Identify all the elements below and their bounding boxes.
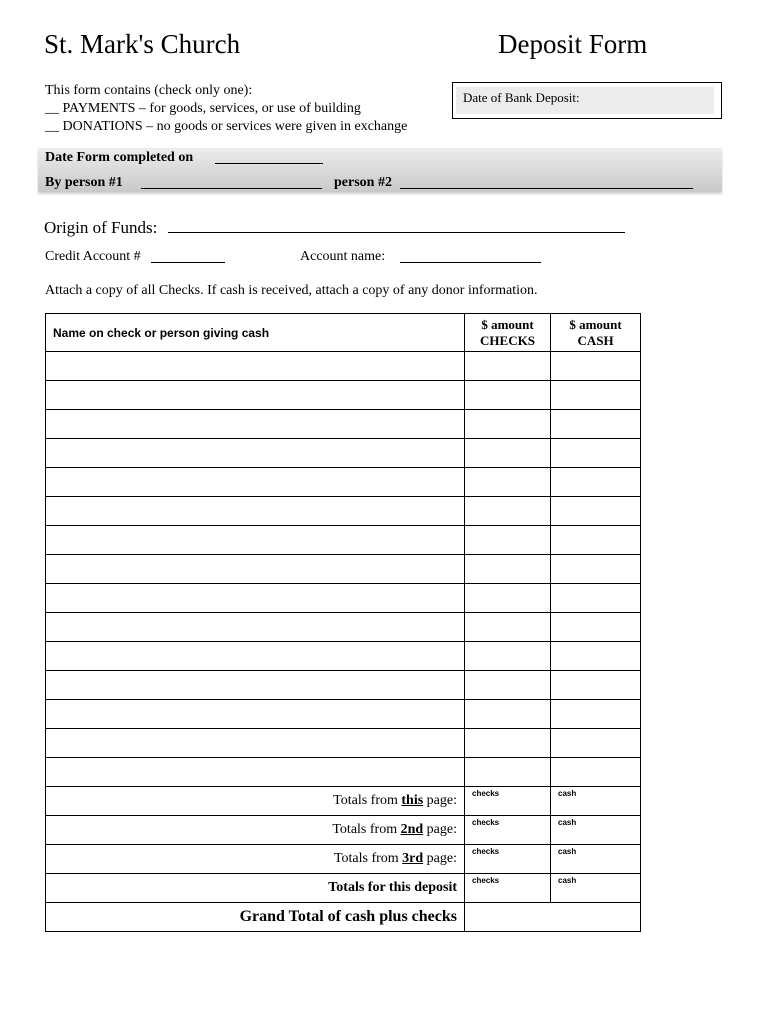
totals-third-page-row bbox=[46, 845, 641, 874]
table-row bbox=[46, 584, 641, 613]
cash-amount-cell[interactable] bbox=[551, 758, 641, 787]
totals-this-page-checks[interactable]: checks bbox=[465, 787, 551, 816]
table-row bbox=[46, 671, 641, 700]
cash-amount-cell[interactable] bbox=[551, 468, 641, 497]
bank-deposit-date-field[interactable] bbox=[456, 87, 714, 114]
grand-total-row bbox=[46, 903, 641, 932]
cash-amount-cell[interactable] bbox=[551, 729, 641, 758]
checks-amount-cell[interactable] bbox=[465, 352, 551, 381]
checks-amount-cell[interactable] bbox=[465, 642, 551, 671]
person2-field[interactable] bbox=[400, 188, 693, 189]
table-row bbox=[46, 555, 641, 584]
totals-this-page-row bbox=[46, 787, 641, 816]
checks-amount-cell[interactable] bbox=[465, 410, 551, 439]
person1-field[interactable] bbox=[141, 188, 322, 189]
grand-total-field[interactable] bbox=[465, 903, 641, 932]
table-row bbox=[46, 439, 641, 468]
name-cell[interactable] bbox=[46, 729, 465, 758]
name-cell[interactable] bbox=[46, 410, 465, 439]
name-cell[interactable] bbox=[46, 468, 465, 497]
credit-account-label: Credit Account # bbox=[45, 249, 141, 264]
cash-amount-cell[interactable] bbox=[551, 700, 641, 729]
payments-option[interactable]: __ PAYMENTS – for goods, services, or use of building bbox=[45, 101, 361, 116]
table-row bbox=[46, 700, 641, 729]
table-row bbox=[46, 352, 641, 381]
date-completed-field[interactable] bbox=[215, 163, 323, 164]
bank-deposit-date-box bbox=[452, 82, 722, 119]
checks-amount-cell[interactable] bbox=[465, 584, 551, 613]
column-header-cash: $ amount CASH bbox=[551, 314, 641, 352]
checks-amount-cell[interactable] bbox=[465, 555, 551, 584]
totals-deposit-label: Totals for this deposit bbox=[46, 874, 465, 903]
checks-amount-cell[interactable] bbox=[465, 758, 551, 787]
totals-second-page-label: Totals from 2nd page: bbox=[46, 816, 465, 845]
checks-amount-cell[interactable] bbox=[465, 439, 551, 468]
cash-amount-cell[interactable] bbox=[551, 613, 641, 642]
grand-total-label: Grand Total of cash plus checks bbox=[46, 903, 465, 932]
cash-amount-cell[interactable] bbox=[551, 555, 641, 584]
table-row bbox=[46, 381, 641, 410]
cash-amount-cell[interactable] bbox=[551, 497, 641, 526]
name-cell[interactable] bbox=[46, 439, 465, 468]
totals-second-page-cash[interactable]: cash bbox=[551, 816, 641, 845]
name-cell[interactable] bbox=[46, 555, 465, 584]
table-header-row bbox=[46, 314, 641, 352]
name-cell[interactable] bbox=[46, 642, 465, 671]
table-row bbox=[46, 410, 641, 439]
attach-instruction: Attach a copy of all Checks. If cash is received, attach a copy of any donor information. bbox=[45, 283, 538, 298]
totals-second-page-checks[interactable]: checks bbox=[465, 816, 551, 845]
name-cell[interactable] bbox=[46, 700, 465, 729]
table-row bbox=[46, 729, 641, 758]
checks-amount-cell[interactable] bbox=[465, 729, 551, 758]
name-cell[interactable] bbox=[46, 613, 465, 642]
name-cell[interactable] bbox=[46, 352, 465, 381]
bank-deposit-date-label: Date of Bank Deposit: bbox=[463, 90, 580, 105]
origin-of-funds-field[interactable] bbox=[168, 232, 625, 233]
person2-label: person #2 bbox=[334, 175, 392, 190]
column-header-name: Name on check or person giving cash bbox=[46, 314, 465, 352]
cash-amount-cell[interactable] bbox=[551, 642, 641, 671]
checks-amount-cell[interactable] bbox=[465, 613, 551, 642]
date-completed-label: Date Form completed on bbox=[45, 150, 194, 165]
cash-amount-cell[interactable] bbox=[551, 381, 641, 410]
table-row bbox=[46, 468, 641, 497]
totals-deposit-cash[interactable]: cash bbox=[551, 874, 641, 903]
donations-option[interactable]: __ DONATIONS – no goods or services were given in exchange bbox=[45, 119, 408, 134]
credit-account-field[interactable] bbox=[151, 262, 225, 263]
table-row bbox=[46, 642, 641, 671]
origin-of-funds-label: Origin of Funds: bbox=[44, 218, 158, 237]
checks-amount-cell[interactable] bbox=[465, 381, 551, 410]
totals-deposit-row bbox=[46, 874, 641, 903]
name-cell[interactable] bbox=[46, 526, 465, 555]
table-row bbox=[46, 526, 641, 555]
checks-amount-cell[interactable] bbox=[465, 671, 551, 700]
cash-amount-cell[interactable] bbox=[551, 584, 641, 613]
column-header-checks: $ amount CHECKS bbox=[465, 314, 551, 352]
checks-amount-cell[interactable] bbox=[465, 468, 551, 497]
totals-third-page-checks[interactable]: checks bbox=[465, 845, 551, 874]
name-cell[interactable] bbox=[46, 671, 465, 700]
completion-band bbox=[38, 148, 722, 192]
table-row bbox=[46, 758, 641, 787]
totals-second-page-row bbox=[46, 816, 641, 845]
totals-this-page-label: Totals from this page: bbox=[46, 787, 465, 816]
totals-third-page-label: Totals from 3rd page: bbox=[46, 845, 465, 874]
checks-amount-cell[interactable] bbox=[465, 700, 551, 729]
cash-amount-cell[interactable] bbox=[551, 410, 641, 439]
person1-label: By person #1 bbox=[45, 175, 123, 190]
totals-deposit-checks[interactable]: checks bbox=[465, 874, 551, 903]
account-name-label: Account name: bbox=[300, 249, 386, 264]
church-name: St. Mark's Church bbox=[44, 29, 241, 59]
cash-amount-cell[interactable] bbox=[551, 439, 641, 468]
checks-amount-cell[interactable] bbox=[465, 526, 551, 555]
name-cell[interactable] bbox=[46, 381, 465, 410]
cash-amount-cell[interactable] bbox=[551, 671, 641, 700]
form-type-intro: This form contains (check only one): bbox=[45, 83, 253, 98]
form-type-section bbox=[45, 82, 407, 136]
name-cell[interactable] bbox=[46, 758, 465, 787]
cash-amount-cell[interactable] bbox=[551, 526, 641, 555]
form-title: Deposit Form bbox=[498, 29, 648, 59]
deposit-table bbox=[45, 313, 641, 932]
name-cell[interactable] bbox=[46, 584, 465, 613]
name-cell[interactable] bbox=[46, 497, 465, 526]
table-row bbox=[46, 613, 641, 642]
checks-amount-cell[interactable] bbox=[465, 497, 551, 526]
totals-this-page-cash[interactable]: cash bbox=[551, 787, 641, 816]
table-row bbox=[46, 497, 641, 526]
account-name-field[interactable] bbox=[400, 262, 541, 263]
totals-third-page-cash[interactable]: cash bbox=[551, 845, 641, 874]
cash-amount-cell[interactable] bbox=[551, 352, 641, 381]
